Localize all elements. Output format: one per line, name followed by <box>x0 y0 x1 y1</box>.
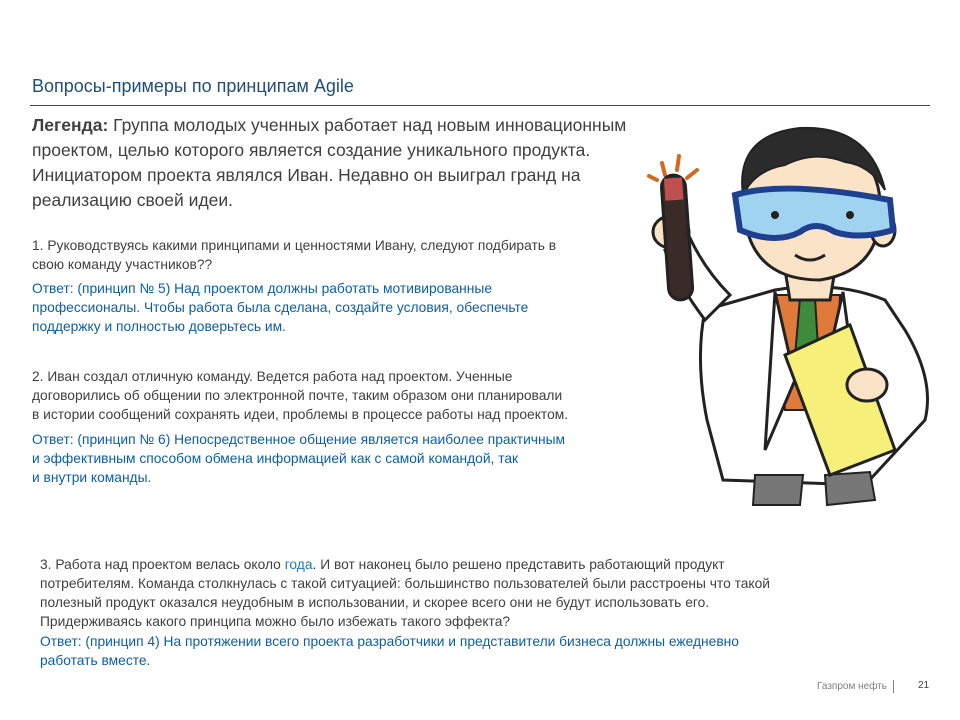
answer-3 <box>40 632 920 670</box>
legend-paragraph <box>32 113 632 213</box>
footer-brand <box>817 680 900 693</box>
question-2-line: в истории сообщений сохранять идеи, проблемы в процессе работы над проектом. <box>32 407 569 422</box>
page-title: Вопросы-примеры по принципам Agile <box>32 76 354 96</box>
question-1-line: 1. Руководствуясь какими принципами и ценностями Ивану, следуют подбирать в <box>32 238 557 253</box>
page-number: 21 <box>918 680 930 691</box>
answer-2-line: и внутри команды. <box>32 470 152 485</box>
answer-3-line: работать вместе. <box>40 653 151 668</box>
question-3-start: 3. Работа над проектом велась около <box>40 557 285 572</box>
question-1-line: свою команду участников?? <box>32 257 213 272</box>
answer-1-line: Ответ: (принцип № 5) Над проектом должны работать мотивированные <box>32 281 492 296</box>
question-3 <box>40 555 920 631</box>
legend-text: Группа молодых ученных работает над новым инновационным проектом, целью которого является создание уникального продукта. Инициатором проекта являлся Иван. Недавно он выиграл гранд на реализацию своей идеи. <box>32 115 627 210</box>
question-3-highlight: года <box>284 557 313 572</box>
answer-1 <box>32 279 528 336</box>
question-2 <box>32 367 568 424</box>
footer-separator <box>893 680 894 693</box>
question-3-end: . И вот наконец было решено представить работающий продукт <box>312 557 725 572</box>
answer-1-line: профессионалы. Чтобы работа была сделана, создайте условия, обеспечьте <box>32 300 529 315</box>
answer-2-line: и эффективным способом обмена информацией как с самой командой, так <box>32 451 519 466</box>
scientist-with-test-tube-illustration <box>635 120 945 510</box>
question-3-line <box>40 555 920 574</box>
legend-label: Легенда: <box>32 115 109 135</box>
question-3-line: потребителям. Команда столкнулась с такой ситуацией: большинство пользователей были расстроены что такой <box>40 576 771 591</box>
answer-2 <box>32 430 565 487</box>
question-2-line: договорились об общении по электронной почте, таким образом они планировали <box>32 388 563 403</box>
footer-company: Газпром нефть <box>817 681 887 693</box>
question-3-line: полезный продукт оказался неудобным в использовании, и скорее всего они не будут использовать его. <box>40 595 710 610</box>
title-divider <box>30 105 930 106</box>
answer-1-line: поддержку и полностью доверьтесь им. <box>32 319 286 334</box>
answer-3-line: Ответ: (принцип 4) На протяжении всего проекта разработчики и представители бизнеса должны ежедневно <box>40 634 739 649</box>
question-2-line: 2. Иван создал отличную команду. Ведется работа над проектом. Ученные <box>32 369 513 384</box>
question-3-line: Придерживаясь какого принципа можно было избежать такого эффекта? <box>40 614 511 629</box>
answer-2-line: Ответ: (принцип № 6) Непосредственное общение является наиболее практичным <box>32 432 566 447</box>
question-1 <box>32 236 556 274</box>
